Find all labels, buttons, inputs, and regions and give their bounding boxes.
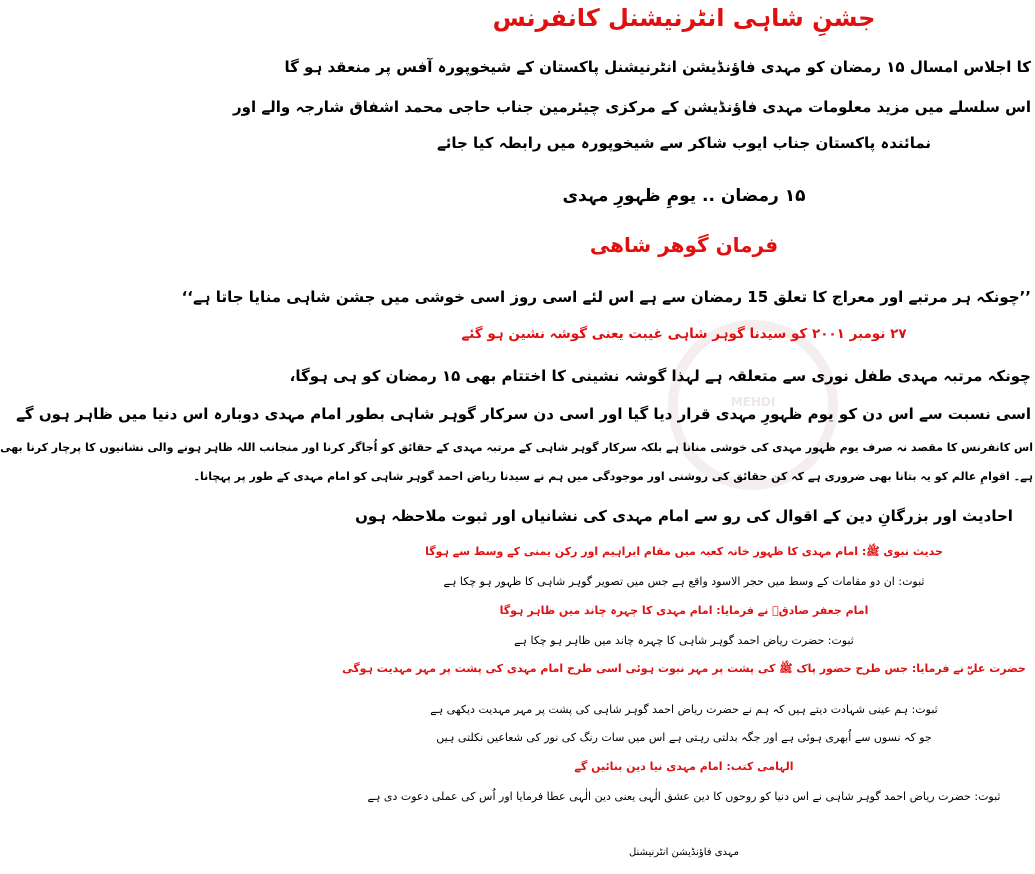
- purpose-line-1: اس کانفرنس کا مقصد نہ صرف یوم ظہور مہدی کی خوشی منانا ہے بلکہ سرکار گوہر شاہی کے مرتبہ مہدی کے حقائق کو اُجاگر کرنا اور منجانب اللہ ظاہر ہونے والی نشانیوں کا پرچار کرنا بھی: [0, 441, 1033, 454]
- intro-line-2: اس سلسلے میں مزید معلومات مہدی فاؤنڈیشن کے مرکزی چیئرمین جناب حاجی محمد اشفاق شارجہ والے اور: [233, 98, 1031, 116]
- evidence-claim-2: امام جعفر صادقؓ نے فرمایا: امام مہدی کا چہرہ چاند میں ظاہر ہوگا: [499, 604, 869, 617]
- body-line-2: اسی نسبت سے اس دن کو یوم ظہورِ مہدی قرار دیا گیا اور اسی دن سرکار گوہر شاہی بطور امام مہدی دوبارہ اس دنیا میں ظاہر ہوں گے: [16, 405, 1031, 423]
- evidence-proof-2: ثبوت: حضرت ریاض احمد گوہر شاہی کا چہرہ چاند میں ظاہر ہو چکا ہے: [514, 634, 854, 647]
- evidence-proof-4: ثبوت: حضرت ریاض احمد گوہر شاہی نے اس دنیا کو روحوں کا دین عشق الٰہی یعنی دین الٰہی عطا فرمایا اور اُس کی عملی دعوت دی ہے: [367, 790, 1001, 803]
- evidence-proof-3: ثبوت: ہم عینی شہادت دیتے ہیں کہ ہم نے حضرت ریاض احمد گوہر شاہی کی پشت پر مہر مہدیت دیکھی ہے: [430, 703, 938, 716]
- body-line-1: چونکہ مرتبہ مہدی طفل نوری سے متعلقہ ہے لہذا گوشہ نشینی کا اختتام بھی ۱۵ رمضان کو ہی ہوگا،: [289, 367, 1031, 385]
- evidence-proof-1: ثبوت: ان دو مقامات کے وسط میں حجر الاسود واقع ہے جس میں تصویر گوہر شاہی کا ظہور ہو چکا ہے: [443, 575, 925, 588]
- red-notice: ۲۷ نومبر ۲۰۰۱ کو سیدنا گوہر شاہی غیبت یعنی گوشہ نشین ہو گئے: [461, 326, 907, 342]
- date-heading: ۱۵ رمضان .. یومِ ظہورِ مہدی: [562, 186, 806, 206]
- document-title: جشنِ شاہی انٹرنیشنل کانفرنس: [492, 4, 876, 32]
- watermark-text: MEHDI: [730, 395, 776, 409]
- evidence-heading: احادیث اور بزرگانِ دین کے اقوال کی رو سے امام مہدی کی نشانیاں اور ثبوت ملاحظہ ہوں: [355, 507, 1013, 525]
- evidence-claim-3: حضرت علیؓ نے فرمایا: جس طرح حضور پاک ﷺ کی پشت پر مہر نبوت ہوئی اسی طرح امام مہدی کی پشت پر مہر مہدیت ہوگی: [342, 662, 1026, 675]
- purpose-line-2: ہے۔ اقوامِ عالم کو یہ بتانا بھی ضروری ہے کہ کن حقائق کی روشنی اور موجودگی میں ہم نے سیدنا ریاض احمد گوہر شاہی کو امام مہدی کے طور پر پہچانا۔: [193, 470, 1033, 483]
- quote-line: ’’چونکہ ہر مرتبے اور معراج کا تعلق 15 رمضان سے ہے اس لئے اسی روز اسی خوشی میں جشن شاہی منایا جاتا ہے‘‘: [181, 288, 1031, 306]
- section-heading: فرمان گوھر شاھی: [589, 233, 779, 257]
- evidence-claim-1: حدیث نبوی ﷺ: امام مہدی کا ظہور خانہ کعبہ میں مقام ابراہیم اور رکن یمنی کے وسط سے ہوگا: [425, 545, 943, 558]
- intro-line-3: نمائندہ پاکستان جناب ایوب شاکر سے شیخوپورہ میں رابطہ کیا جائے: [436, 134, 932, 152]
- footer-signature: مہدی فاؤنڈیشن انٹرنیشنل: [628, 847, 740, 858]
- evidence-claim-4: الہامی کتب: امام مہدی نیا دین بنائیں گے: [574, 760, 794, 773]
- evidence-proof-3-extra: جو کہ نسوں سے اُبھری ہوئی ہے اور جگہ بدلتی رہتی ہے اس میں سات رنگ کی نور کی شعاعیں نکلتی ہیں: [436, 731, 932, 744]
- intro-line-1: کا اجلاس امسال ۱۵ رمضان کو مہدی فاؤنڈیشن انٹرنیشنل پاکستان کے شیخوپورہ آفس پر منعقد ہو گا: [284, 58, 1031, 76]
